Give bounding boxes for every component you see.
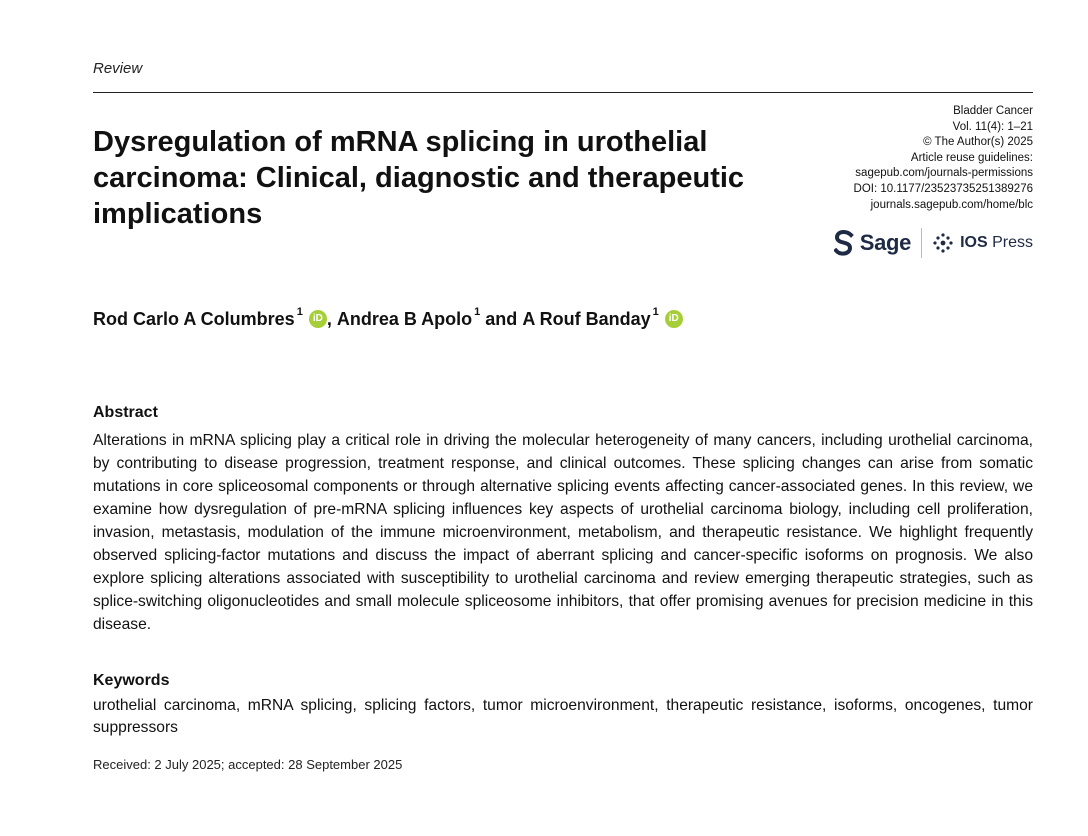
journal-homepage-link[interactable]: journals.sagepub.com/home/blc bbox=[870, 198, 1033, 211]
copyright-line: © The Author(s) 2025 bbox=[923, 136, 1033, 149]
orcid-icon[interactable]: iD bbox=[665, 310, 683, 328]
author-separator: and bbox=[480, 309, 523, 329]
sage-logo[interactable] bbox=[834, 230, 911, 256]
author-name[interactable]: Andrea B Apolo bbox=[336, 309, 473, 329]
abstract-heading: Abstract bbox=[93, 404, 158, 421]
header-rule bbox=[93, 92, 1033, 93]
keywords-heading: Keywords bbox=[93, 672, 170, 689]
logo-divider bbox=[921, 228, 922, 258]
received-dates: Received: 2 July 2025; accepted: 28 September 2025 bbox=[93, 757, 403, 772]
author-list bbox=[93, 304, 993, 334]
author-separator: , bbox=[326, 309, 337, 329]
affiliation-marker: 1 bbox=[474, 306, 481, 318]
doi-link[interactable]: DOI: 10.1177/23523735251389276 bbox=[853, 182, 1033, 195]
keywords-text: urothelial carcinoma, mRNA splicing, splicing factors, tumor microenvironment, therapeutic resistance, isoforms, oncogenes, tumor suppressors bbox=[93, 697, 1033, 736]
journal-name: Bladder Cancer bbox=[953, 105, 1033, 117]
sage-wordmark: Sage bbox=[859, 230, 912, 255]
ios-press-logo[interactable] bbox=[932, 232, 1033, 254]
ios-press-wordmark: IOS Press bbox=[960, 234, 1033, 251]
affiliation-marker: 1 bbox=[296, 306, 303, 318]
author-name[interactable]: A Rouf Banday bbox=[522, 309, 651, 329]
journal-volume: Vol. 11(4): 1–21 bbox=[952, 120, 1033, 133]
sage-s-icon bbox=[834, 230, 856, 256]
article-type-label: Review bbox=[93, 60, 143, 77]
orcid-icon[interactable]: iD bbox=[309, 310, 327, 328]
reuse-guidelines-label: Article reuse guidelines: bbox=[910, 151, 1033, 164]
reuse-guidelines-link[interactable]: sagepub.com/journals-permissions bbox=[855, 167, 1033, 180]
author-name[interactable]: Rod Carlo A Columbres bbox=[93, 309, 295, 329]
abstract-text: Alterations in mRNA splicing play a critical role in driving the molecular heterogeneity of many cancers, including urothelial carcinoma, by contributing to disease progression, treatment response, and clinical outcomes. These splicing changes can arise from somatic mutations in core spliceosomal components or through alternative splicing events affecting cancer-associated genes. In this review, we examine how dysregulation of pre-mRNA splicing influences key aspects of urothelial carcinoma biology, including cell proliferation, invasion, metastasis, modulation of the immune microenvironment, metabolism, and therapeutic resistance. We highlight frequently observed splicing-factor mutations and discuss the impact of aberrant splicing and cancer-specific isoforms on prognosis. We also explore splicing alterations associated with susceptibility to urothelial carcinoma and review emerging therapeutic strategies, such as splice-switching oligonucleotides and small molecule spliceosome inhibitors, that offer promising avenues for precision medicine in this disease. bbox=[93, 432, 1033, 633]
ios-press-dots-icon bbox=[932, 232, 954, 254]
affiliation-marker: 1 bbox=[652, 306, 659, 318]
article-title: Dysregulation of mRNA splicing in urothelial carcinoma: Clinical, diagnostic and therapeutic implications bbox=[93, 126, 745, 230]
journal-metadata bbox=[854, 104, 1033, 213]
publisher-logos bbox=[834, 228, 1033, 258]
